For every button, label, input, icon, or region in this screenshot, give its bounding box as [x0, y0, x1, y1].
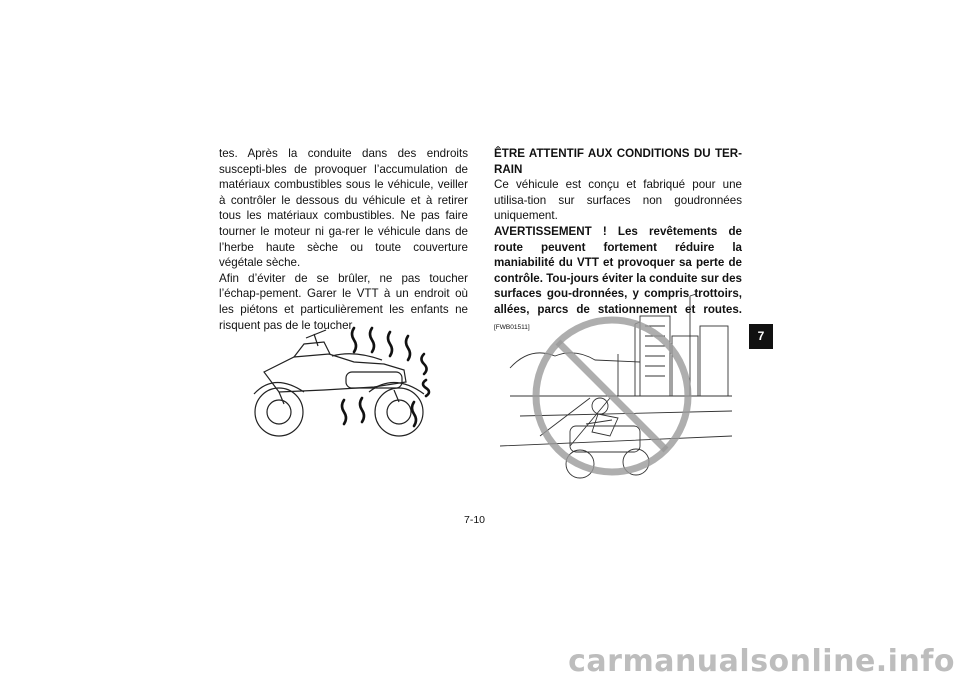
left-paragraph-2: Afin d’éviter de se brûler, ne pas toucher l’échap-pement. Garer le VTT à un endroit où les piétons et particulièrement les enfants ne risquent pas de le toucher.: [219, 271, 468, 332]
no-pavement-illustration: [500, 286, 732, 498]
left-paragraph-1: tes. Après la conduite dans des endroits suscepti-bles de provoquer l’accumulation de matériaux combustibles sous le véhicule, veiller à contrôler le dessous du véhicule et à retirer tous les matériaux combustibles. Ne pas faire tourner le moteur ni ga-rer le véhicule dans de l’herbe haute sèche ou toute couverture végétale sèche.: [219, 147, 468, 270]
page-number: 7-10: [464, 514, 486, 526]
left-column: [219, 146, 468, 333]
section-heading: ÊTRE ATTENTIF AUX CONDITIONS DU TER-RAIN: [494, 147, 742, 176]
right-paragraph: Ce véhicule est conçu et fabriqué pour une utilisa-tion sur surfaces non goudronnées uniquement.: [494, 178, 742, 223]
chapter-tab: 7: [749, 324, 773, 349]
watermark-text: carmanualsonline.info: [568, 644, 955, 679]
warning-code: [FWB01511]: [494, 323, 530, 331]
warning-text: AVERTISSEMENT ! Les revêtements de route peuvent fortement réduire la maniabilité du VTT et provoquer sa perte de contrôle. Tou-jours éviter la conduite sur des surfaces gou-dronnées, y compris trottoirs, allées, parcs de stationnement et routes.: [494, 224, 742, 316]
atv-exhaust-illustration: [234, 312, 454, 442]
